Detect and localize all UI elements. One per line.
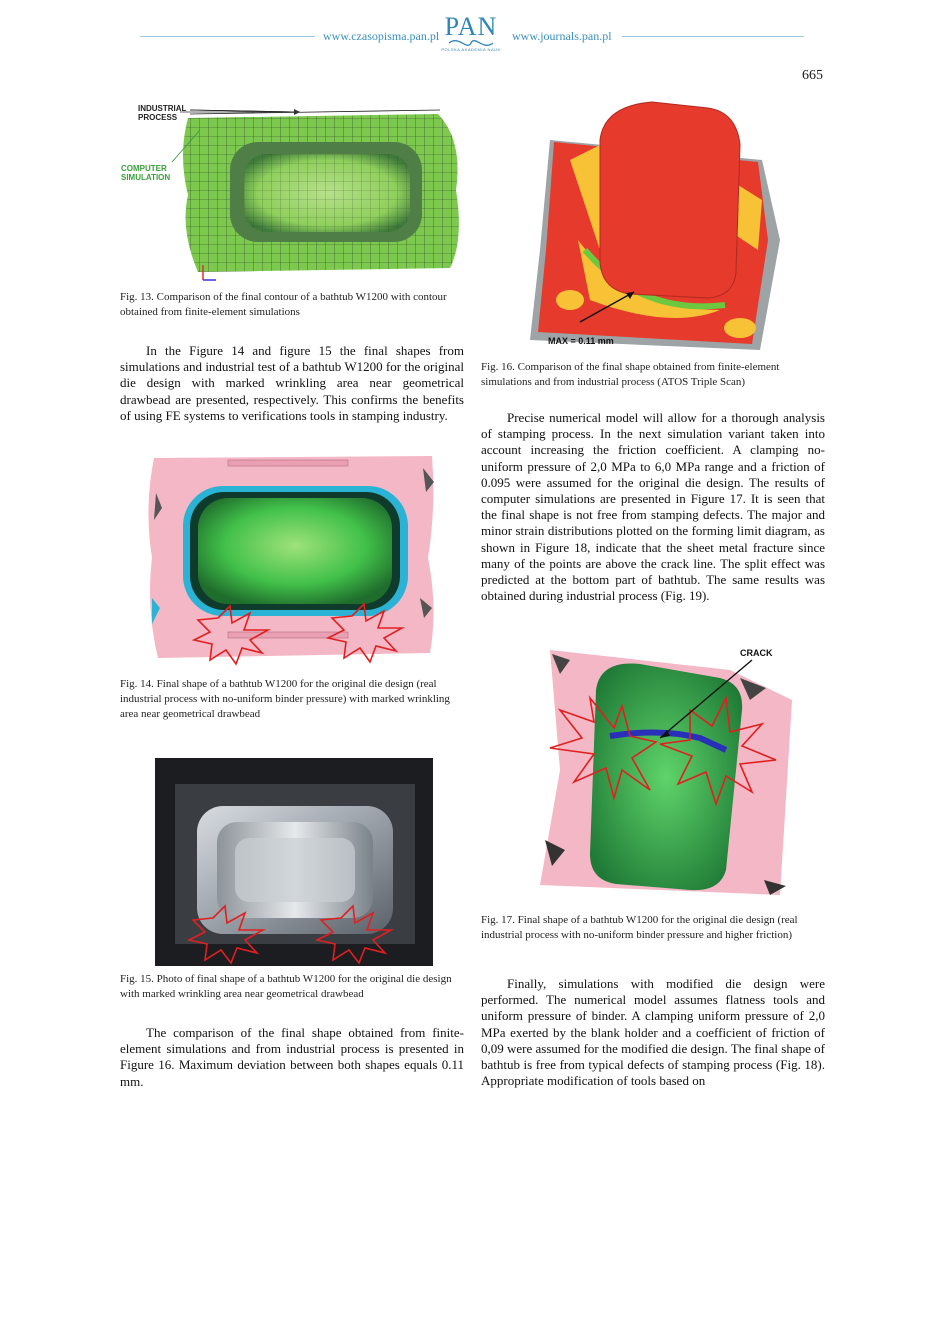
paragraph-right-2: Finally, simulations with modified die design were performed. The numerical model assumes flatness tools and uniform pressure of binder. A clamping uniform pressure of 2,0 MPa exerted by the blank holder and a coefficient of friction of 0,09 were assumed for the modified die design. The final shape of bathtub is free from typical defects of stamping process (Fig. 18). Appropriate modification of tools based on xyxy=(481,976,825,1089)
fig17-caption: Fig. 17. Final shape of a bathtub W1200 for the original die design (real industrial process with no-uniform binder pressure and higher friction) xyxy=(481,914,798,941)
fig13-label-industrial-1: INDUSTRIAL xyxy=(138,104,187,113)
figure-17 xyxy=(530,640,800,895)
paragraph-right-1: Precise numerical model will allow for a thorough analysis of stamping process. In the next simulation variant taken into account increasing the friction coefficient. A clamping no-uniform pressure of 2,0 MPa to 6,0 MPa range and a friction of 0.095 were assumed for the original die design. The results of computer simulations are presented in Figure 17. It is seen that the final shape is not free from stamping defects. The major and minor strain distributions plotted on the forming limit diagram, as shown in Figure 18, indicate that the sheet metal fracture since many of the points are above the crack line. The split effect was predicted at the bottom part of bathtub. The same results was obtained during industrial process (Fig. 19). xyxy=(481,410,825,604)
figure-16 xyxy=(530,100,780,350)
figure-14-image xyxy=(138,448,440,670)
pan-logo-text: PAN xyxy=(444,12,498,41)
figure-17-image xyxy=(530,640,800,895)
page-number: 665 xyxy=(802,68,823,83)
figure-15 xyxy=(155,758,433,966)
figure-15-photo xyxy=(155,758,433,966)
pan-logo xyxy=(441,13,501,63)
header-rule-left xyxy=(140,36,315,37)
fig17-crack-label: CRACK xyxy=(740,648,773,658)
fig13-label-computer-2: SIMULATION xyxy=(121,173,171,182)
header-link-journals[interactable]: www.journals.pan.pl xyxy=(512,29,612,43)
header-link-czasopisma[interactable]: www.czasopisma.pan.pl xyxy=(323,29,440,43)
paragraph-left-1: In the Figure 14 and figure 15 the final shapes from simulations and industrial test of a bathtub W1200 for the original die design with marked wrinkling area near geometrical drawbead are presented, respectively. This confirms the benefits of using FE systems to verifications tools in stamping industry. xyxy=(120,343,464,423)
figure-13 xyxy=(118,100,468,285)
header-rule-right xyxy=(622,36,804,37)
figure-14 xyxy=(138,448,440,670)
fig16-max-label: MAX = 0.11 mm xyxy=(548,336,614,346)
paragraph-left-2: The comparison of the final shape obtained from finite-element simulations and from industrial process is presented in Figure 16. Maximum deviation between both shapes equals 0.11 mm. xyxy=(120,1025,464,1089)
figure-16-image xyxy=(530,100,780,350)
pan-logo-swirl-icon xyxy=(441,37,501,49)
fig13-label-industrial-2: PROCESS xyxy=(138,113,178,122)
fig16-caption: Fig. 16. Comparison of the final shape obtained from finite-element simulations and from industrial process (ATOS Triple Scan) xyxy=(481,361,780,388)
fig15-caption: Fig. 15. Photo of final shape of a bathtub W1200 for the original die design with marked wrinkling area near geometrical drawbead xyxy=(120,973,452,1000)
fig14-caption: Fig. 14. Final shape of a bathtub W1200 for the original die design (real industrial process with no-uniform binder pressure) with marked wrinkling area near geometrical drawbead xyxy=(120,678,450,720)
pan-logo-subtitle: POLSKA AKADEMIA NAUK xyxy=(441,47,501,52)
fig13-label-computer-1: COMPUTER xyxy=(121,164,167,173)
figure-13-image xyxy=(118,100,468,285)
fig13-caption: Fig. 13. Comparison of the final contour of a bathtub W1200 with contour obtained from finite-element simulations xyxy=(120,291,447,318)
